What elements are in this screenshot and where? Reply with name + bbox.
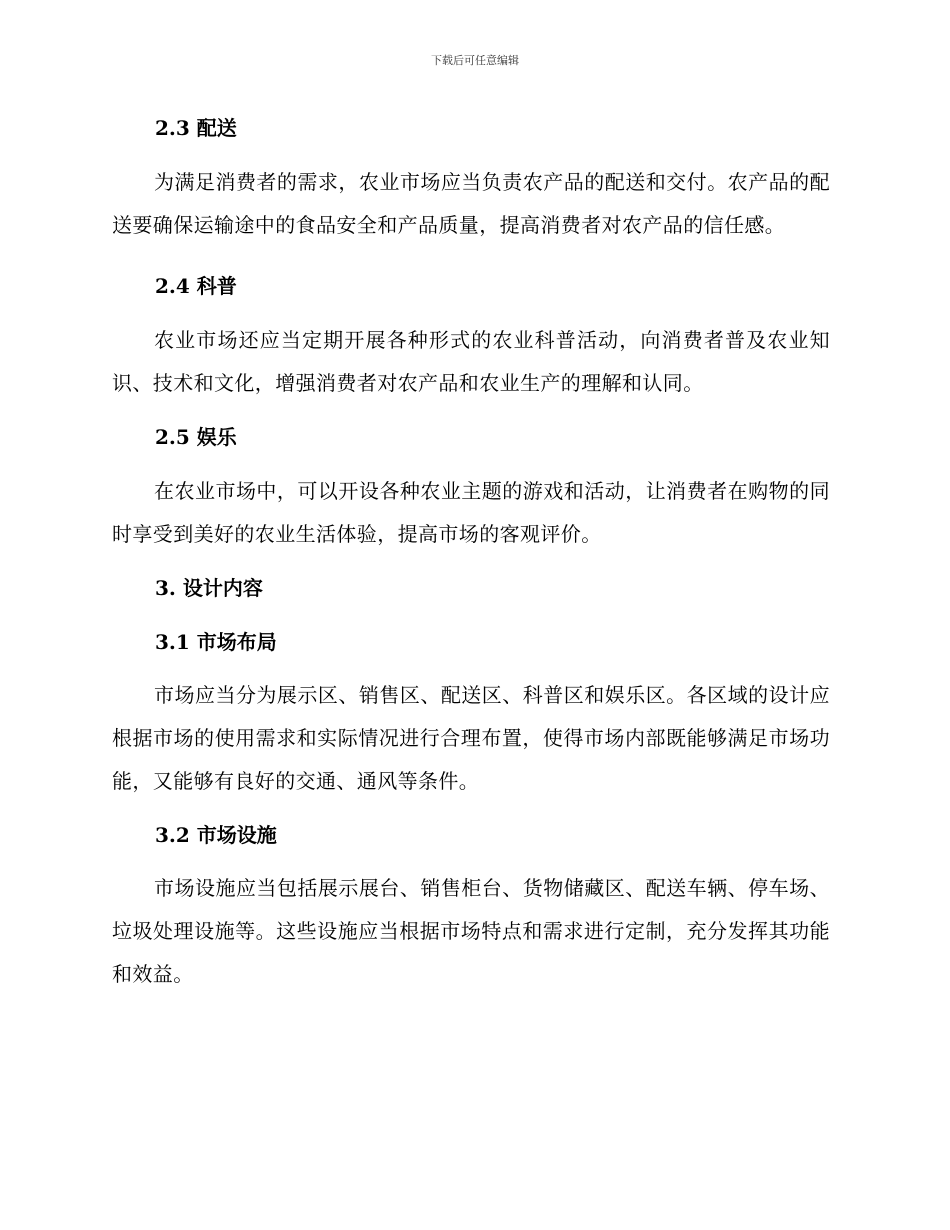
section-heading-delivery: 2.3 配送 <box>155 116 237 140</box>
section-paragraph-entertainment: 在农业市场中，可以开设各种农业主题的游戏和活动，让消费者在购物的同时享受到美好的农业生活体验，提高市场的客观评价。 <box>112 479 830 546</box>
section-heading-science: 2.4 科普 <box>155 274 237 298</box>
section-paragraph-science: 农业市场还应当定期开展各种形式的农业科普活动，向消费者普及农业知识、技术和文化，增强消费者对农产品和农业生产的理解和认同。 <box>112 328 830 395</box>
section-heading-design-content: 3. 设计内容 <box>155 576 263 600</box>
section-paragraph-market-facilities: 市场设施应当包括展示展台、销售柜台、货物储藏区、配送车辆、停车场、垃圾处理设施等。这些设施应当根据市场特点和需求进行定制，充分发挥其功能和效益。 <box>112 876 830 986</box>
section-heading-market-layout: 3.1 市场布局 <box>155 630 277 654</box>
page-header: 下载后可任意编辑 <box>431 54 519 67</box>
section-paragraph-market-layout: 市场应当分为展示区、销售区、配送区、科普区和娱乐区。各区域的设计应根据市场的使用需求和实际情况进行合理布置，使得市场内部既能够满足市场功能，又能够有良好的交通、通风等条件。 <box>112 683 830 793</box>
section-heading-entertainment: 2.5 娱乐 <box>155 425 237 449</box>
section-heading-market-facilities: 3.2 市场设施 <box>155 823 277 847</box>
document-body <box>112 106 830 996</box>
section-paragraph-delivery: 为满足消费者的需求，农业市场应当负责农产品的配送和交付。农产品的配送要确保运输途中的食品安全和产品质量，提高消费者对农产品的信任感。 <box>112 170 830 237</box>
